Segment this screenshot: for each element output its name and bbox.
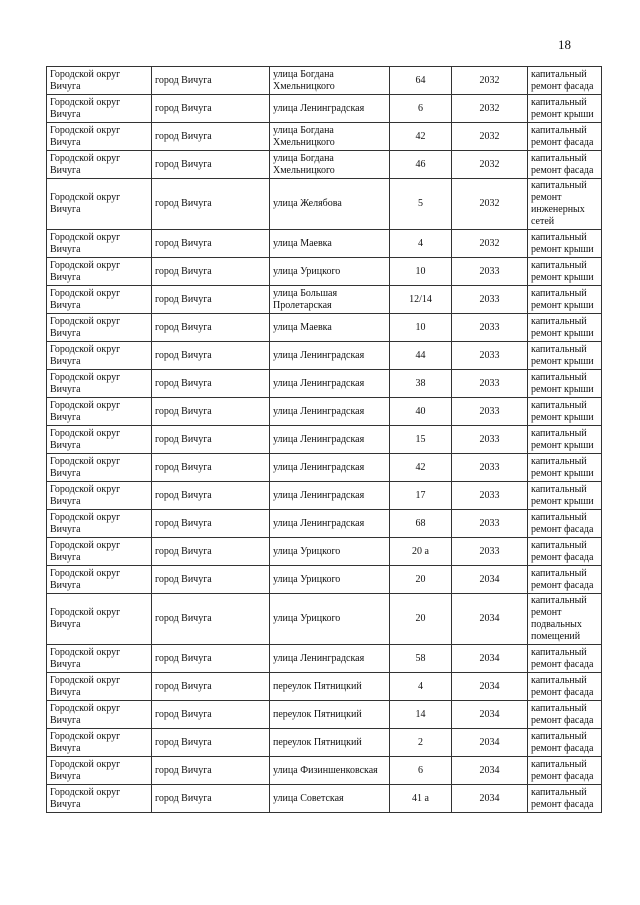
house-number-cell: 10 [390,258,452,286]
district-cell: Городской округ Вичуга [47,426,152,454]
work-type-cell: капитальный ремонт крыши [528,398,602,426]
city-cell: город Вичуга [152,426,270,454]
work-type-cell: капитальный ремонт крыши [528,258,602,286]
city-cell: город Вичуга [152,729,270,757]
district-cell: Городской округ Вичуга [47,482,152,510]
page-number: 18 [558,37,571,52]
work-type-cell: капитальный ремонт фасада [528,757,602,785]
year-cell: 2033 [452,286,528,314]
street-cell: улица Ленинградская [270,95,390,123]
table-row [47,701,602,729]
table-row [47,151,602,179]
district-cell: Городской округ Вичуга [47,123,152,151]
street-cell: улица Маевка [270,230,390,258]
district-cell: Городской округ Вичуга [47,398,152,426]
work-type-cell: капитальный ремонт фасада [528,538,602,566]
work-type-cell: капитальный ремонт фасада [528,510,602,538]
table-row [47,757,602,785]
district-cell: Городской округ Вичуга [47,538,152,566]
year-cell: 2032 [452,123,528,151]
table-row [47,594,602,645]
table-row [47,286,602,314]
repair-schedule-table [46,66,602,813]
street-cell: переулок Пятницкий [270,673,390,701]
district-cell: Городской округ Вичуга [47,258,152,286]
house-number-cell: 20 а [390,538,452,566]
work-type-cell: капитальный ремонт фасада [528,123,602,151]
year-cell: 2034 [452,757,528,785]
house-number-cell: 10 [390,314,452,342]
street-cell: улица Ленинградская [270,482,390,510]
house-number-cell: 12/14 [390,286,452,314]
street-cell: улица Маевка [270,314,390,342]
city-cell: город Вичуга [152,398,270,426]
work-type-cell: капитальный ремонт крыши [528,230,602,258]
street-cell: улица Урицкого [270,538,390,566]
city-cell: город Вичуга [152,286,270,314]
house-number-cell: 41 а [390,785,452,813]
work-type-cell: капитальный ремонт крыши [528,454,602,482]
city-cell: город Вичуга [152,342,270,370]
year-cell: 2033 [452,342,528,370]
table-row [47,729,602,757]
year-cell: 2033 [452,510,528,538]
work-type-cell: капитальный ремонт крыши [528,342,602,370]
work-type-cell: капитальный ремонт фасада [528,785,602,813]
work-type-cell: капитальный ремонт подвальных помещений [528,594,602,645]
street-cell: улица Урицкого [270,594,390,645]
table-row [47,95,602,123]
table-row [47,426,602,454]
table-row [47,398,602,426]
house-number-cell: 14 [390,701,452,729]
table-row [47,230,602,258]
district-cell: Городской округ Вичуга [47,151,152,179]
year-cell: 2033 [452,538,528,566]
work-type-cell: капитальный ремонт фасада [528,151,602,179]
street-cell: улица Ленинградская [270,510,390,538]
year-cell: 2034 [452,785,528,813]
table-row [47,454,602,482]
district-cell: Городской округ Вичуга [47,179,152,230]
house-number-cell: 17 [390,482,452,510]
year-cell: 2033 [452,314,528,342]
city-cell: город Вичуга [152,566,270,594]
district-cell: Городской округ Вичуга [47,286,152,314]
year-cell: 2033 [452,426,528,454]
street-cell: переулок Пятницкий [270,729,390,757]
work-type-cell: капитальный ремонт фасада [528,645,602,673]
district-cell: Городской округ Вичуга [47,342,152,370]
district-cell: Городской округ Вичуга [47,566,152,594]
street-cell: улица Большая Пролетарская [270,286,390,314]
street-cell: улица Урицкого [270,258,390,286]
year-cell: 2032 [452,95,528,123]
year-cell: 2033 [452,398,528,426]
work-type-cell: капитальный ремонт крыши [528,482,602,510]
street-cell: улица Ленинградская [270,398,390,426]
city-cell: город Вичуга [152,645,270,673]
table-row [47,123,602,151]
table-row [47,538,602,566]
year-cell: 2033 [452,370,528,398]
work-type-cell: капитальный ремонт фасада [528,673,602,701]
city-cell: город Вичуга [152,594,270,645]
year-cell: 2034 [452,594,528,645]
table-row [47,67,602,95]
city-cell: город Вичуга [152,454,270,482]
street-cell: улица Желябова [270,179,390,230]
district-cell: Городской округ Вичуга [47,673,152,701]
work-type-cell: капитальный ремонт фасада [528,701,602,729]
table-row [47,342,602,370]
house-number-cell: 20 [390,566,452,594]
year-cell: 2032 [452,230,528,258]
district-cell: Городской округ Вичуга [47,645,152,673]
city-cell: город Вичуга [152,179,270,230]
table-row [47,673,602,701]
work-type-cell: капитальный ремонт фасада [528,566,602,594]
house-number-cell: 38 [390,370,452,398]
table-row [47,314,602,342]
table-row [47,258,602,286]
city-cell: город Вичуга [152,673,270,701]
district-cell: Городской округ Вичуга [47,510,152,538]
city-cell: город Вичуга [152,67,270,95]
city-cell: город Вичуга [152,701,270,729]
district-cell: Городской округ Вичуга [47,230,152,258]
year-cell: 2034 [452,566,528,594]
year-cell: 2032 [452,67,528,95]
street-cell: улица Физиншенковская [270,757,390,785]
street-cell: улица Богдана Хмельницкого [270,151,390,179]
house-number-cell: 4 [390,673,452,701]
year-cell: 2034 [452,645,528,673]
district-cell: Городской округ Вичуга [47,95,152,123]
work-type-cell: капитальный ремонт фасада [528,729,602,757]
house-number-cell: 44 [390,342,452,370]
city-cell: город Вичуга [152,370,270,398]
city-cell: город Вичуга [152,785,270,813]
district-cell: Городской округ Вичуга [47,314,152,342]
street-cell: улица Богдана Хмельницкого [270,123,390,151]
district-cell: Городской округ Вичуга [47,785,152,813]
house-number-cell: 6 [390,757,452,785]
house-number-cell: 4 [390,230,452,258]
house-number-cell: 68 [390,510,452,538]
district-cell: Городской округ Вичуга [47,67,152,95]
district-cell: Городской округ Вичуга [47,594,152,645]
work-type-cell: капитальный ремонт фасада [528,67,602,95]
house-number-cell: 64 [390,67,452,95]
house-number-cell: 42 [390,123,452,151]
year-cell: 2034 [452,673,528,701]
table-body [47,67,602,813]
house-number-cell: 46 [390,151,452,179]
house-number-cell: 5 [390,179,452,230]
district-cell: Городской округ Вичуга [47,454,152,482]
house-number-cell: 2 [390,729,452,757]
city-cell: город Вичуга [152,314,270,342]
table-row [47,370,602,398]
table-row [47,179,602,230]
district-cell: Городской округ Вичуга [47,701,152,729]
street-cell: улица Ленинградская [270,370,390,398]
district-cell: Городской округ Вичуга [47,757,152,785]
year-cell: 2033 [452,454,528,482]
work-type-cell: капитальный ремонт крыши [528,286,602,314]
city-cell: город Вичуга [152,757,270,785]
year-cell: 2033 [452,482,528,510]
house-number-cell: 6 [390,95,452,123]
city-cell: город Вичуга [152,95,270,123]
house-number-cell: 40 [390,398,452,426]
city-cell: город Вичуга [152,230,270,258]
year-cell: 2034 [452,729,528,757]
city-cell: город Вичуга [152,538,270,566]
street-cell: улица Ленинградская [270,454,390,482]
street-cell: улица Советская [270,785,390,813]
work-type-cell: капитальный ремонт инженерных сетей [528,179,602,230]
table-row [47,566,602,594]
district-cell: Городской округ Вичуга [47,729,152,757]
house-number-cell: 15 [390,426,452,454]
city-cell: город Вичуга [152,482,270,510]
year-cell: 2034 [452,701,528,729]
work-type-cell: капитальный ремонт крыши [528,314,602,342]
city-cell: город Вичуга [152,123,270,151]
table-row [47,510,602,538]
house-number-cell: 42 [390,454,452,482]
street-cell: улица Ленинградская [270,426,390,454]
table-row [47,645,602,673]
city-cell: город Вичуга [152,258,270,286]
work-type-cell: капитальный ремонт крыши [528,426,602,454]
year-cell: 2032 [452,179,528,230]
street-cell: переулок Пятницкий [270,701,390,729]
district-cell: Городской округ Вичуга [47,370,152,398]
work-type-cell: капитальный ремонт крыши [528,95,602,123]
house-number-cell: 58 [390,645,452,673]
year-cell: 2032 [452,151,528,179]
city-cell: город Вичуга [152,510,270,538]
street-cell: улица Ленинградская [270,645,390,673]
work-type-cell: капитальный ремонт крыши [528,370,602,398]
table-row [47,482,602,510]
table-row [47,785,602,813]
house-number-cell: 20 [390,594,452,645]
street-cell: улица Богдана Хмельницкого [270,67,390,95]
street-cell: улица Ленинградская [270,342,390,370]
year-cell: 2033 [452,258,528,286]
city-cell: город Вичуга [152,151,270,179]
street-cell: улица Урицкого [270,566,390,594]
